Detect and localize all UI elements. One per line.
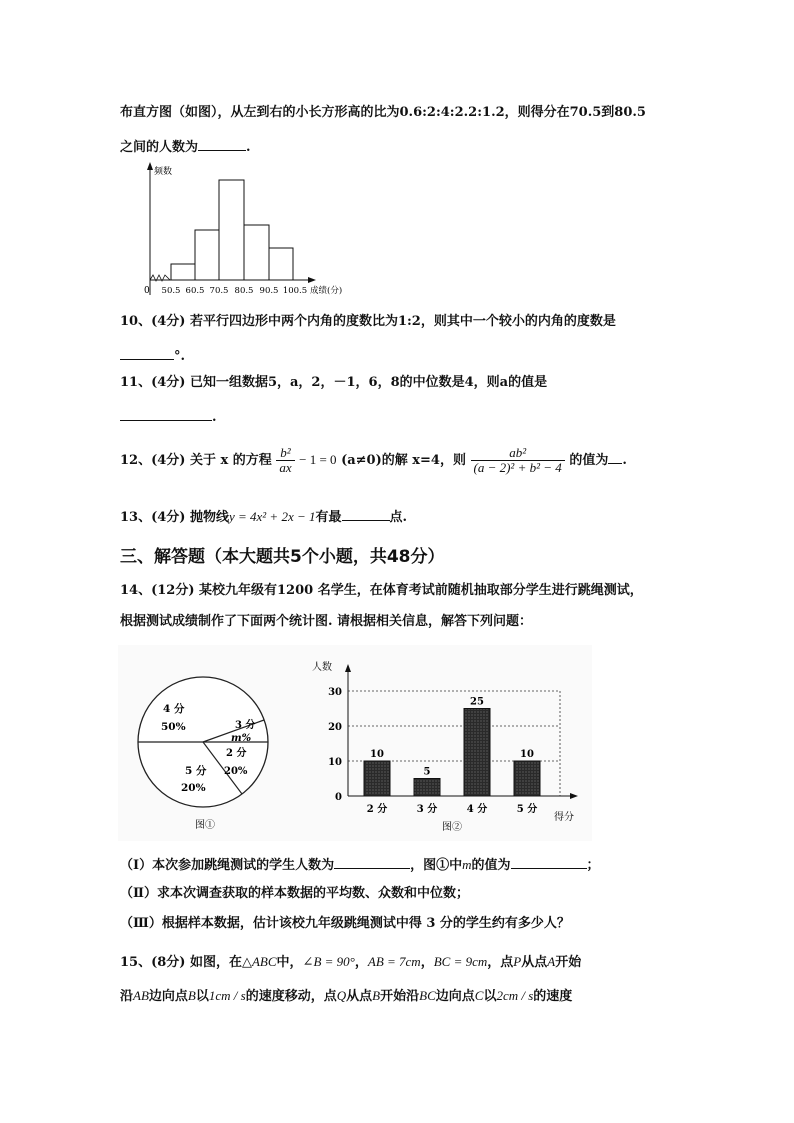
bar-category-label: 4 分 [466, 804, 488, 815]
q12-equation-fraction [276, 446, 294, 475]
answer-blank-q9[interactable] [198, 136, 246, 151]
bar-3 [464, 709, 490, 797]
q11-line2 [120, 406, 217, 427]
q12-eq-den: ax [279, 460, 292, 475]
q12-frac-den: (a − 2)² + b² − 4 [473, 460, 562, 475]
q15-side-ab: AB [133, 988, 149, 1003]
hist-xlabel: 成绩(分) [310, 286, 343, 296]
q15-ab: AB = 7cm [367, 954, 421, 969]
bar-ytick-label: 10 [328, 757, 342, 768]
q15-point-a: A [547, 954, 556, 969]
q12-frac-num: ab² [471, 446, 565, 461]
q14-line2: 根据测试成绩制作了下面两个统计图. 请根据相关信息，解答下列问题： [120, 614, 533, 629]
q13-line [120, 506, 407, 527]
pie-pct-5: 20% [181, 782, 206, 794]
bar-ytick-label: 30 [328, 687, 342, 698]
hist-tick: 60.5 [185, 286, 205, 296]
bar-xlabel: 得分 [554, 812, 574, 823]
q12-eq-rest: − 1 = 0 [299, 452, 337, 467]
q14-part1-a: （Ⅰ）本次参加跳绳测试的学生人数为 [120, 858, 335, 873]
hist-y-arrow [147, 162, 153, 170]
hist-bar-2 [195, 230, 219, 280]
q15-text: 从点 [521, 955, 548, 970]
pie-caption: 图① [195, 820, 215, 831]
hist-bar-3 [219, 180, 244, 280]
q15-text: ，点 [487, 955, 514, 970]
q15-point-b: B [372, 988, 381, 1003]
q14-part1-end: ； [586, 858, 600, 873]
q13-prefix: 13、(4分) 抛物线 [120, 510, 229, 525]
q14-part1-b: ，图①中 [410, 858, 463, 873]
q12-cond: (a≠0)的解 x=4，则 [341, 453, 466, 468]
hist-ylabel: 频数 [154, 167, 173, 177]
section-3-title: 三、解答题（本大题共5个小题，共48分） [120, 547, 445, 567]
pie-label-5: 5 分 [185, 765, 207, 777]
hist-tick: 50.5 [161, 286, 181, 296]
answer-blank-q13[interactable] [342, 506, 390, 521]
hist-bar-4 [244, 225, 269, 280]
q13-formula: y = 4x² + 2x − 1 [228, 509, 316, 524]
pie-pct-4: 50% [161, 721, 186, 733]
q12-suffix: 的值为 [569, 453, 609, 468]
bar-4 [514, 761, 540, 796]
q10-line1: 10、(4分) 若平行四边形中两个内角的度数比为1:2，则其中一个较小的内角的度数是 [120, 314, 616, 329]
q15-text: 的速度移动，点 [245, 989, 337, 1004]
q14-line1: 14、(12分) 某校九年级有1200 名学生，在体育考试前随机抽取部分学生进行跳绳测试， [120, 583, 643, 598]
answer-blank-q10[interactable] [120, 345, 174, 360]
pie-pct-3: m% [231, 733, 252, 744]
bar-ytick-label: 20 [328, 722, 342, 733]
q14-part3: （Ⅲ）根据样本数据，估计该校九年级跳绳测试中得 3 分的学生约有多少人？ [120, 916, 570, 931]
q15-bc: BC = 9cm [433, 954, 488, 969]
bar-2 [414, 779, 440, 797]
bar-ytick-label: 0 [335, 792, 342, 803]
q9-end: . [246, 140, 251, 155]
q9-line1: 布直方图（如图），从左到右的小长方形高的比为0.6:2:4:2.2:1.2，则得分在70.5到80.5 [120, 105, 646, 120]
hist-bar-1 [171, 264, 195, 280]
q11-line1: 11、(4分) 已知一组数据5，a，2，－1，6，8的中位数是4，则a的值是 [120, 375, 548, 390]
answer-blank-q12[interactable] [608, 449, 622, 464]
q15-triangle: △ABC [241, 954, 277, 969]
hist-origin: 0 [144, 286, 150, 296]
pie-pct-2: 20% [224, 766, 248, 777]
q15-speed1: 1cm / s [208, 988, 246, 1003]
q15-text: 以 [483, 989, 497, 1004]
q15-point-p: P [513, 954, 522, 969]
pie-chart [125, 662, 285, 832]
bar-chart [300, 648, 592, 834]
q12-eq-num: b² [276, 446, 294, 461]
q10-end: °. [174, 349, 186, 364]
bar-value-label: 25 [470, 696, 484, 708]
hist-tick: 70.5 [209, 286, 229, 296]
q15-text: 的速度 [533, 989, 573, 1004]
bar-value-label: 5 [423, 766, 431, 778]
q15-text: 开始 [555, 955, 582, 970]
q12-prefix: 12、(4分) 关于 x 的方程 [120, 453, 272, 468]
bar-x-arrow [570, 793, 578, 799]
bar-1 [364, 761, 390, 796]
q15-text: 边向点 [148, 989, 188, 1004]
q12-end: . [622, 453, 627, 468]
q9-line2-text: 之间的人数为 [120, 140, 199, 155]
q15-speed2: 2cm / s [496, 988, 534, 1003]
q12-line [120, 443, 627, 478]
q15-text: 沿 [120, 989, 134, 1004]
bar-value-label: 10 [370, 749, 384, 760]
hist-tick: 90.5 [259, 286, 279, 296]
q15-text: 15、(8分) 如图，在 [120, 955, 242, 970]
pie-label-4: 4 分 [163, 703, 185, 715]
q14-part2: （Ⅱ）求本次调查获取的样本数据的平均数、众数和中位数； [120, 886, 469, 901]
bar-y-arrow [345, 664, 351, 672]
bar-caption: 图② [442, 822, 462, 833]
q15-angle: ∠B = 90° [302, 954, 355, 969]
answer-blank-q14-count[interactable] [334, 854, 410, 869]
q15-text: 边向点 [435, 989, 475, 1004]
q15-point-q: Q [336, 988, 347, 1003]
q12-target-fraction [471, 446, 565, 475]
q15-side-bc: BC [419, 988, 436, 1003]
bar-category-label: 2 分 [366, 804, 388, 815]
q9-line2 [120, 136, 251, 157]
q15-text: 中， [276, 955, 303, 970]
q15-text: 开始沿 [380, 989, 420, 1004]
pie-label-3: 3 分 [235, 720, 256, 731]
bar-category-label: 5 分 [516, 804, 538, 815]
q13-end: 点. [389, 510, 408, 525]
q15-text: 从点 [346, 989, 373, 1004]
answer-blank-q14-m[interactable] [511, 854, 587, 869]
q14-part1-m: m [462, 857, 472, 872]
q11-end: . [212, 410, 217, 425]
answer-blank-q11[interactable] [120, 406, 212, 421]
hist-x-arrow [308, 277, 316, 283]
pie-label-2: 2 分 [226, 748, 247, 759]
q13-mid: 有最 [315, 510, 342, 525]
q15-point-c: C [474, 988, 484, 1003]
bar-value-label: 10 [520, 749, 534, 760]
hist-tick: 100.5 [282, 286, 308, 296]
hist-bar-5 [269, 248, 293, 280]
q15-line2 [120, 987, 572, 1006]
bar-ylabel: 人数 [312, 662, 332, 673]
histogram [140, 160, 360, 300]
q14-part1 [120, 854, 600, 875]
q15-text: 以 [195, 989, 209, 1004]
bar-category-label: 3 分 [416, 804, 438, 815]
q14-part1-c: 的值为 [471, 858, 511, 873]
q10-line2 [120, 345, 185, 366]
q15-point-b: B [187, 988, 196, 1003]
hist-tick: 80.5 [234, 286, 254, 296]
q15-line1: 15、(8分) 如图，在△ABC中，∠B = 90°，AB = 7cm，BC = 9cm，点P从点A开始 [120, 954, 582, 970]
